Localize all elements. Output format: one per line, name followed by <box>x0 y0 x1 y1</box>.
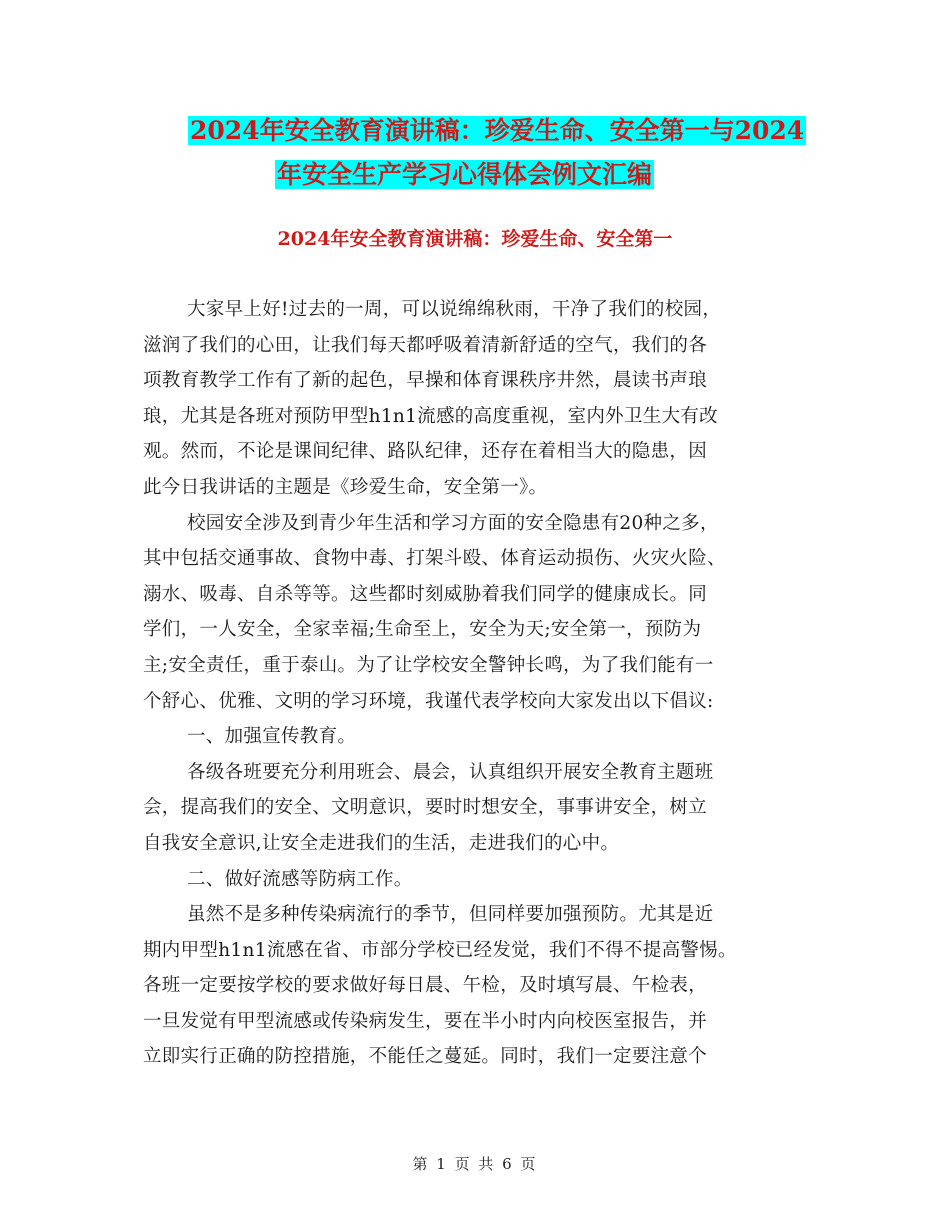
paragraph-line: 各级各班要充分利用班会、晨会，认真组织开展安全教育主题班 <box>187 761 714 783</box>
section-heading: 2024年安全教育演讲稿：珍爱生命、安全第一 <box>277 228 673 250</box>
paragraph-line: 琅，尤其是各班对预防甲型h1n1流感的高度重视，室内外卫生大有改 <box>143 405 718 427</box>
page-number-footer: 第 1 页 共 6 页 <box>412 1155 538 1173</box>
paragraph-line: 溺水、吸毒、自杀等等。这些都时刻威胁着我们同学的健康成长。同 <box>143 583 708 605</box>
paragraph-line: 立即实行正确的防控措施，不能任之蔓延。同时，我们一定要注意个 <box>143 1046 708 1068</box>
document-title-line-1 <box>188 111 806 151</box>
list-heading: 二、做好流感等防病工作。 <box>187 868 413 890</box>
document-title-line-2 <box>275 155 654 195</box>
paragraph-line: 学们，一人安全，全家幸福;生命至上，安全为天;安全第一，预防为 <box>143 619 702 641</box>
paragraph-line: 各班一定要按学校的要求做好每日晨、午检，及时填写晨、午检表， <box>143 975 708 997</box>
paragraph-line: 主;安全责任，重于泰山。为了让学校安全警钟长鸣，为了我们能有一 <box>143 654 714 676</box>
paragraph-line: 其中包括交通事故、食物中毒、打架斗殴、体育运动损伤、火灾火险、 <box>143 548 726 570</box>
paragraph-line: 项教育教学工作有了新的起色，早操和体育课秩序井然，晨读书声琅 <box>143 370 708 392</box>
paragraph-line: 此今日我讲话的主题是《珍爱生命，安全第一》。 <box>143 476 548 498</box>
paragraph-line: 滋润了我们的心田，让我们每天都呼吸着清新舒适的空气，我们的各 <box>143 334 708 356</box>
paragraph-line: 期内甲型h1n1流感在省、市部分学校已经发觉，我们不得不提高警惕。 <box>143 939 737 961</box>
paragraph-line: 校园安全涉及到青少年生活和学习方面的安全隐患有20种之多， <box>187 512 719 534</box>
paragraph-line: 一旦发觉有甲型流感或传染病发生，要在半小时内向校医室报告，并 <box>143 1010 708 1032</box>
paragraph-line: 虽然不是多种传染病流行的季节，但同样要加强预防。尤其是近 <box>187 904 714 926</box>
paragraph-line: 个舒心、优雅、文明的学习环境，我谨代表学校向大家发出以下倡议: <box>143 690 714 712</box>
title-highlight: 年安全生产学习心得体会例文汇编 <box>277 160 653 189</box>
body-text <box>143 292 803 1075</box>
list-heading: 一、加强宣传教育。 <box>187 726 357 748</box>
paragraph-line: 观。然而，不论是课间纪律、路队纪律，还存在着相当大的隐患，因 <box>143 441 708 463</box>
paragraph-line: 自我安全意识,让安全走进我们的生活，走进我们的心中。 <box>143 832 620 854</box>
paragraph-line: 会，提高我们的安全、文明意识，要时时想安全，事事讲安全，树立 <box>143 797 708 819</box>
paragraph-line: 大家早上好!过去的一周，可以说绵绵秋雨，干净了我们的校园， <box>187 299 722 320</box>
title-highlight: 2024年安全教育演讲稿：珍爱生命、安全第一与2024 <box>190 116 805 145</box>
